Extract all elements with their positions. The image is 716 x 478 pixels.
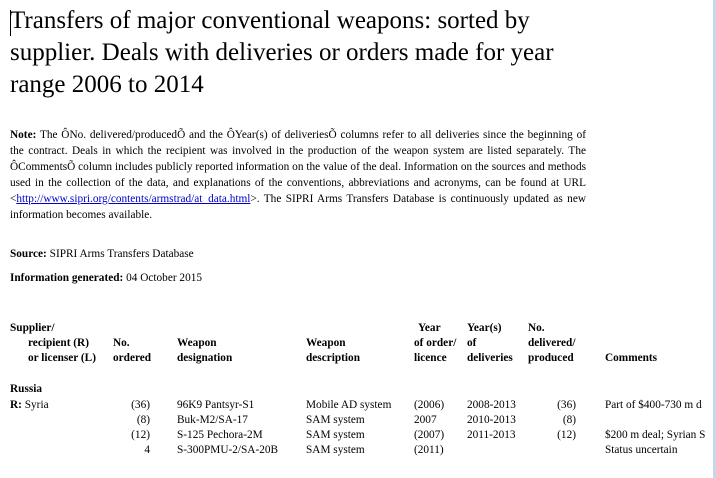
note-paragraph: [10, 127, 586, 223]
years-of-deliveries: 2010-2013: [467, 414, 516, 426]
no-ordered: (36): [131, 399, 150, 411]
header-year-order: Year: [418, 322, 441, 334]
header-ordered: No.: [113, 337, 130, 349]
source-line: [10, 248, 194, 260]
header-year-order: licence: [414, 352, 447, 364]
generated-value: 04 October 2015: [126, 272, 203, 284]
header-year-order: of order/: [414, 337, 457, 349]
header-delivered: delivered/: [528, 337, 576, 349]
note-text: The ÔNo. delivered/producedÕ and the ÔYear(s) of deliveriesÕ columns refer to all deliveries since the beginning of the contract. Deals in which the recipient was involved in the production of the weapon system are listed separately. The ÔCommentsÕ column includes publicly reported information on the value of the deal. Information on the sources and methods used in the collection of the data, and explanations of the conventions, abbreviations and acronyms, can be found at URL <: [10, 129, 586, 205]
no-ordered: (8): [136, 414, 150, 426]
header-supplier: recipient (R): [28, 337, 89, 349]
year-of-order: (2007): [414, 429, 445, 441]
weapon-designation: S-125 Pechora-2M: [177, 429, 263, 441]
years-of-deliveries: 2011-2013: [467, 429, 516, 441]
header-years-delivery: Year(s): [467, 322, 502, 334]
header-description: description: [306, 352, 360, 364]
document-title: Transfers of major conventional weapons: sorted by supplier. Deals with deliveries or orders made for year range 2006 to 2014: [10, 7, 554, 98]
sipri-link[interactable]: http://www.sipri.org/contents/armstrad/at_data.html: [16, 193, 251, 205]
year-of-order: (2006): [414, 399, 445, 411]
header-comments: Comments: [605, 352, 658, 364]
weapon-description: SAM system: [306, 444, 365, 456]
recipient-name: Syria: [24, 399, 49, 411]
header-delivered: No.: [528, 322, 545, 334]
no-delivered: (8): [562, 414, 576, 426]
years-of-deliveries: 2008-2013: [467, 399, 516, 411]
header-description: Weapon: [306, 337, 346, 349]
header-years-delivery: of: [467, 337, 477, 349]
note-label: Note:: [10, 129, 37, 141]
weapon-designation: S-300PMU-2/SA-20B: [177, 444, 279, 456]
weapon-description: Mobile AD system: [306, 399, 392, 411]
comments: $200 m deal; Syrian S: [605, 429, 706, 441]
header-delivered: produced: [528, 352, 574, 364]
no-delivered: (12): [557, 429, 576, 441]
header-supplier: or licenser (L): [28, 352, 96, 364]
year-of-order: (2011): [414, 444, 444, 456]
weapon-designation: Buk-M2/SA-17: [177, 414, 248, 426]
comments: Status uncertain: [605, 444, 678, 456]
weapon-description: SAM system: [306, 429, 365, 441]
note-text-end: >. The SIPRI Arms Transfers Database is continuously updated as new information becomes available.: [10, 193, 586, 221]
no-delivered: (36): [557, 399, 576, 411]
header-designation: designation: [177, 352, 233, 364]
header-years-delivery: deliveries: [467, 352, 513, 364]
weapon-description: SAM system: [306, 414, 365, 426]
weapon-designation: 96K9 Pantsyr-S1: [177, 399, 255, 411]
source-value: SIPRI Arms Transfers Database: [49, 248, 194, 260]
year-of-order: 2007: [414, 414, 437, 426]
generated-label: Information generated:: [10, 272, 124, 284]
source-label: Source:: [10, 248, 47, 260]
generated-line: [10, 272, 202, 284]
recipient-label: [10, 398, 49, 413]
no-ordered: (12): [131, 429, 150, 441]
header-ordered: ordered: [113, 352, 152, 364]
header-designation: Weapon: [177, 337, 217, 349]
header-supplier: Supplier/: [10, 322, 55, 334]
no-ordered: 4: [144, 444, 150, 456]
recipient-prefix: R:: [10, 399, 22, 411]
comments: Part of $400-730 m d: [605, 399, 702, 411]
supplier-name: Russia: [10, 383, 43, 395]
